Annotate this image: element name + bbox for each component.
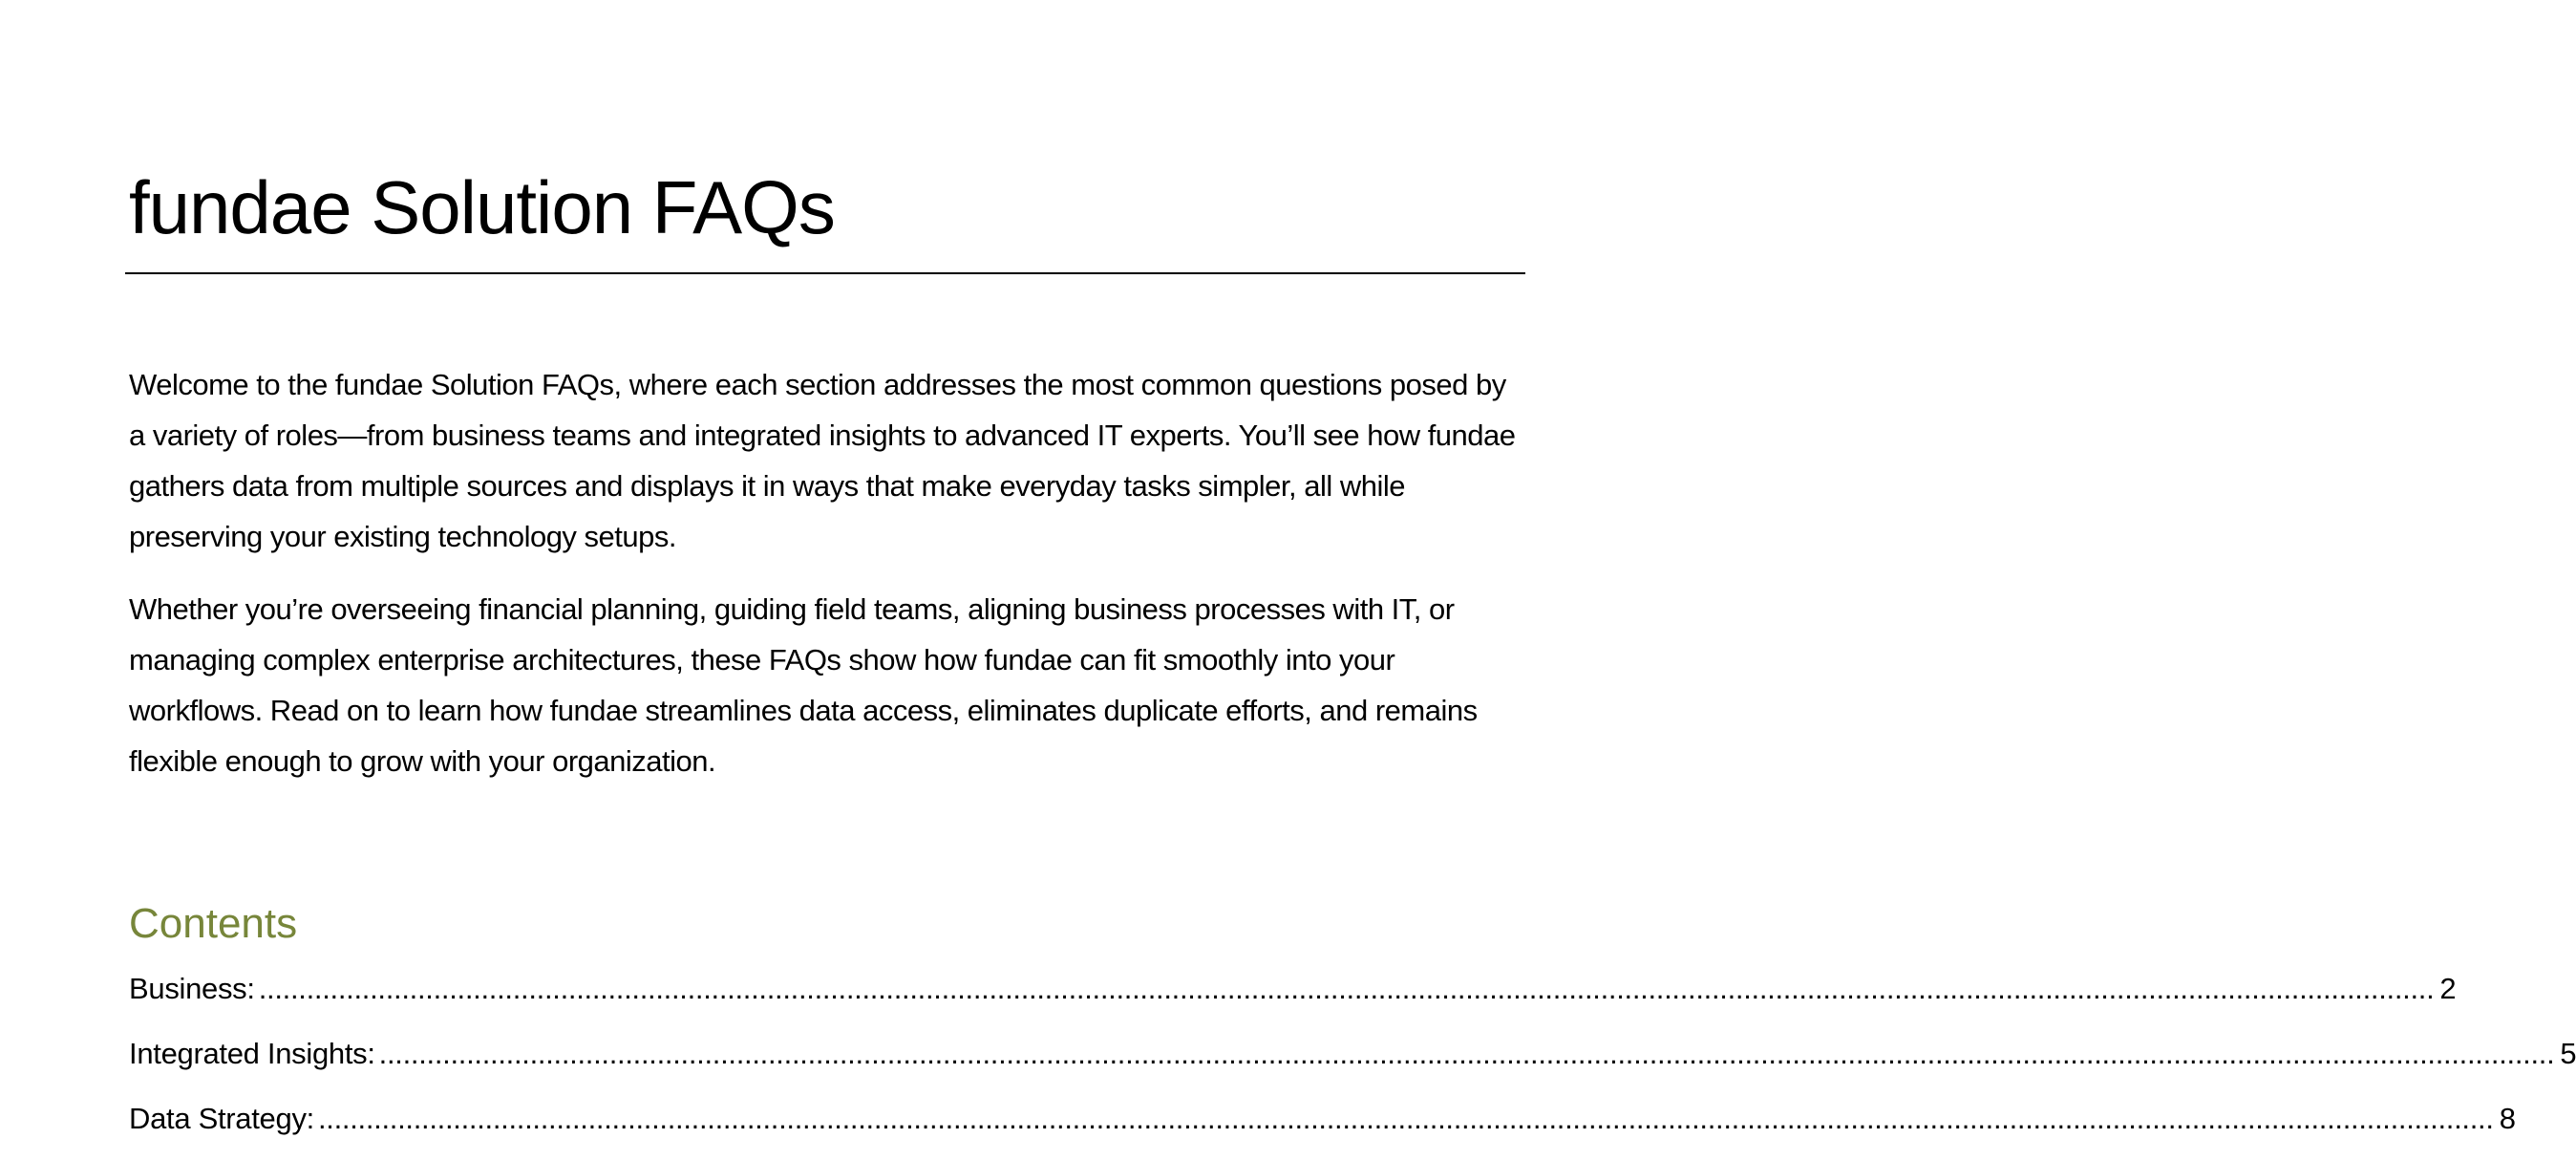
toc-entry-page-number: 2 [2439, 972, 2457, 1005]
intro-section [129, 359, 1529, 808]
toc-entry-page-number: 5 [2560, 1037, 2576, 1070]
toc-entry-integrated-insights[interactable] [129, 1030, 2576, 1095]
toc-entry-business[interactable] [129, 965, 2457, 1030]
toc-entry-label: Data Strategy: [129, 1102, 314, 1135]
title-divider [125, 272, 1525, 274]
toc-entry-label: Integrated Insights: [129, 1037, 375, 1070]
intro-paragraph-1: Welcome to the fundae Solution FAQs, where each section addresses the most common questions posed by a variety of roles—from business teams and integrated insights to advanced IT experts. You’ll see how fundae gathers data from multiple sources and displays it in ways that make everyday tasks simpler, all while preserving your existing technology setups. [129, 368, 1516, 553]
toc-dot-leader [259, 965, 2435, 1013]
intro-paragraph-2: Whether you’re overseeing financial planning, guiding field teams, aligning business processes with IT, or managing complex enterprise architectures, these FAQs show how fundae can fit smoothly into your workflows. Read on to learn how fundae streamlines data access, eliminates duplicate efforts, and remains flexible enough to grow with your organization. [129, 592, 1478, 778]
toc-entry-page-number: 8 [2499, 1102, 2516, 1135]
toc-dot-leader [318, 1095, 2494, 1143]
document-title: fundae Solution FAQs [129, 165, 835, 249]
toc-entry-label: Business: [129, 972, 255, 1005]
document-page [129, 0, 2576, 1135]
toc-dot-leader [379, 1030, 2555, 1078]
toc-entry-data-strategy[interactable] [129, 1095, 2516, 1160]
contents-heading: Contents [129, 900, 298, 947]
table-of-contents [129, 965, 2576, 1160]
